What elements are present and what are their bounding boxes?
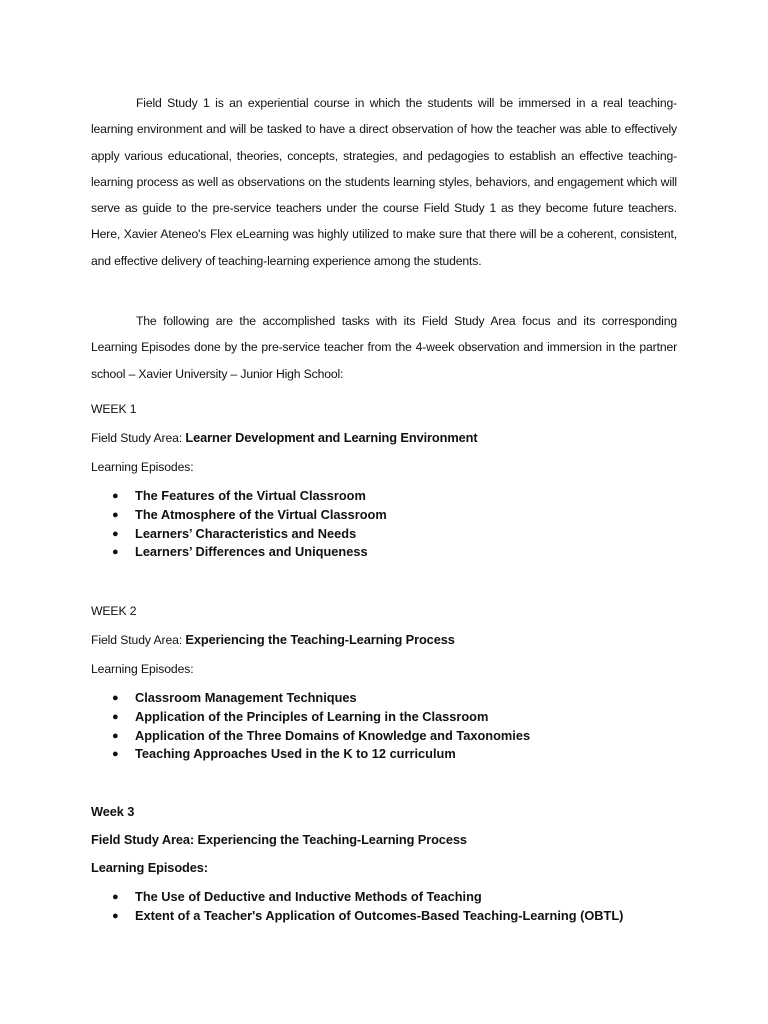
week-1-heading: WEEK 1 xyxy=(91,402,137,416)
week-3-episode-list xyxy=(91,888,623,926)
bullet-icon: ● xyxy=(112,692,119,704)
week-1-episodes-label: Learning Episodes: xyxy=(91,460,194,474)
week-3-field-study-area xyxy=(91,832,467,847)
list-item: ● Learners’ Characteristics and Needs xyxy=(91,525,387,544)
intro-paragraph-1: Field Study 1 is an experiential course in which the students will be immersed in a real teaching-learning environment and will be tasked to have a direct observation of how the teacher was able to effectively apply various educational, theories, concepts, strategies, and pedagogies to establish an effective teaching-learning process as well as observations on the students learning styles, behaviors, and engagement which will serve as guide to the pre-service teachers under the course Field Study 1 as they become future teachers. Here, Xavier Ateneo's Flex eLearning was highly utilized to make sure that there will be a coherent, consistent, and effective delivery of teaching-learning experience among the students. xyxy=(91,96,677,268)
week-1-area-value: Learner Development and Learning Environment xyxy=(185,430,478,445)
week-2-field-study-area xyxy=(91,632,455,647)
week-2-heading: WEEK 2 xyxy=(91,604,137,618)
bullet-icon: ● xyxy=(112,527,119,540)
list-item: ● Teaching Approaches Used in the K to 12 curriculum xyxy=(91,745,530,764)
week-3-episodes-label: Learning Episodes: xyxy=(91,860,208,875)
week-2-area-label: Field Study Area: xyxy=(91,633,186,647)
bullet-icon: ● xyxy=(112,508,119,521)
list-item: ● Learners’ Differences and Uniqueness xyxy=(91,543,387,562)
bullet-icon: ● xyxy=(112,909,119,922)
week-1-episode-list xyxy=(91,487,387,562)
week-3-area-value: Experiencing the Teaching-Learning Process xyxy=(197,832,467,847)
list-item: ● Application of the Three Domains of Knowledge and Taxonomies xyxy=(91,727,530,746)
week-1-area-label: Field Study Area: xyxy=(91,431,186,445)
list-item: ● Extent of a Teacher's Application of Outcomes-Based Teaching-Learning (OBTL) xyxy=(91,907,623,926)
bullet-icon: ● xyxy=(112,729,119,742)
bullet-icon: ● xyxy=(112,748,119,761)
list-item: ● Application of the Principles of Learning in the Classroom xyxy=(91,708,530,727)
bullet-icon: ● xyxy=(112,490,119,502)
week-3-area-label: Field Study Area: xyxy=(91,832,198,847)
bullet-icon: ● xyxy=(112,710,119,723)
week-2-episode-list xyxy=(91,689,530,764)
week-2-area-value: Experiencing the Teaching-Learning Process xyxy=(185,632,455,647)
list-item: ● Classroom Management Techniques xyxy=(91,689,530,708)
intro-paragraph-2: The following are the accomplished tasks with its Field Study Area focus and its corresponding Learning Episodes done by the pre-service teacher from the 4-week observation and immersion in the partner school – Xavier University – Junior High School: xyxy=(91,314,677,381)
week-2-episodes-label: Learning Episodes: xyxy=(91,662,194,676)
week-3-heading: Week 3 xyxy=(91,804,135,819)
bullet-icon: ● xyxy=(112,546,119,559)
list-item: ● The Atmosphere of the Virtual Classroom xyxy=(91,506,387,525)
list-item: ● The Features of the Virtual Classroom xyxy=(91,487,387,506)
bullet-icon: ● xyxy=(112,891,119,903)
list-item: ● The Use of Deductive and Inductive Methods of Teaching xyxy=(91,888,623,907)
week-1-field-study-area xyxy=(91,430,478,445)
